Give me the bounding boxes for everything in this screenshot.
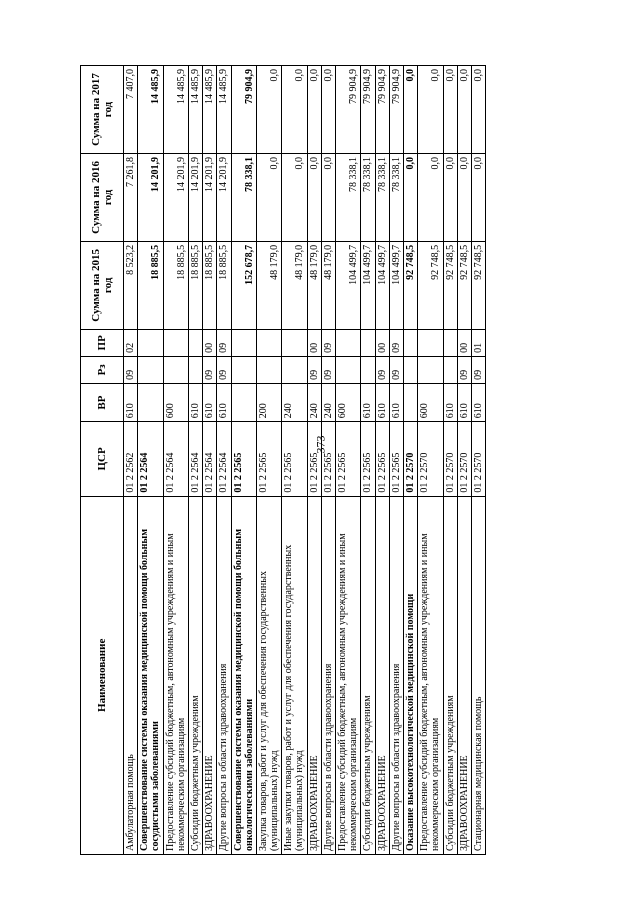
- cell-sum-2015: 18 885,5: [203, 241, 217, 329]
- header-sum-2017: Сумма на 2017 год: [81, 66, 124, 154]
- cell-pr: [188, 329, 202, 356]
- cell-vr: 610: [203, 383, 217, 421]
- table-row: [336, 66, 361, 855]
- cell-pr: 00: [375, 329, 389, 356]
- cell-name: ЗДРАВООХРАНЕНИЕ: [307, 496, 321, 854]
- cell-name: Оказание высокотехнологической медицинской помощи: [403, 496, 417, 854]
- cell-sum-2016: 78 338,1: [375, 153, 389, 241]
- cell-sum-2015: 92 748,5: [418, 241, 443, 329]
- cell-sum-2015: 8 523,2: [124, 241, 138, 329]
- table-row: [418, 66, 443, 855]
- cell-rz: 09: [389, 356, 403, 383]
- cell-pr: [282, 329, 307, 356]
- cell-sum-2017: 0,0: [418, 66, 443, 154]
- header-sum-2015: Сумма на 2015 год: [81, 241, 124, 329]
- cell-pr: 00: [203, 329, 217, 356]
- cell-vr: 610: [471, 383, 485, 421]
- cell-sum-2016: 7 261,8: [124, 153, 138, 241]
- cell-sum-2016: 78 338,1: [389, 153, 403, 241]
- cell-sum-2017: 0,0: [282, 66, 307, 154]
- cell-pr: [443, 329, 457, 356]
- cell-name: Совершенствование системы оказания медицинской помощи больным онкологическими заболеваниями: [231, 496, 256, 854]
- cell-sum-2016: 0,0: [256, 153, 281, 241]
- cell-name: Предоставление субсидий бюджетным, автономным учреждениям и иным некоммерческим организациям: [418, 496, 443, 854]
- cell-vr: [231, 383, 256, 421]
- cell-sum-2017: 79 904,9: [231, 66, 256, 154]
- cell-sum-2017: 0,0: [256, 66, 281, 154]
- cell-sum-2017: 79 904,9: [375, 66, 389, 154]
- header-sum-2016: Сумма на 2016 год: [81, 153, 124, 241]
- cell-sum-2016: 78 338,1: [361, 153, 375, 241]
- cell-sum-2017: 79 904,9: [361, 66, 375, 154]
- cell-csr: 01 2 2570: [418, 422, 443, 496]
- cell-sum-2015: 104 499,7: [336, 241, 361, 329]
- table-row: [256, 66, 281, 855]
- cell-sum-2016: 78 338,1: [336, 153, 361, 241]
- cell-rz: [138, 356, 163, 383]
- cell-pr: [403, 329, 417, 356]
- cell-vr: 240: [307, 383, 321, 421]
- table-row: [471, 66, 485, 855]
- cell-vr: 600: [418, 383, 443, 421]
- cell-csr: 01 2 2565: [389, 422, 403, 496]
- cell-sum-2015: 48 179,0: [282, 241, 307, 329]
- cell-vr: 610: [389, 383, 403, 421]
- cell-rz: 09: [457, 356, 471, 383]
- cell-name: Совершенствование системы оказания медицинской помощи больным сосудистыми заболеваниями: [138, 496, 163, 854]
- cell-csr: 01 2 2570: [457, 422, 471, 496]
- table-row: [457, 66, 471, 855]
- cell-sum-2015: 48 179,0: [321, 241, 335, 329]
- header-pr: ПР: [81, 329, 124, 356]
- cell-sum-2015: 18 885,5: [188, 241, 202, 329]
- cell-rz: [361, 356, 375, 383]
- cell-rz: 09: [375, 356, 389, 383]
- cell-sum-2015: 48 179,0: [307, 241, 321, 329]
- cell-csr: 01 2 2565: [282, 422, 307, 496]
- cell-rz: [336, 356, 361, 383]
- cell-vr: 240: [282, 383, 307, 421]
- cell-sum-2015: 152 678,7: [231, 241, 256, 329]
- table-row: [124, 66, 138, 855]
- cell-csr: 01 2 2565: [375, 422, 389, 496]
- cell-csr: 01 2 2564: [163, 422, 188, 496]
- cell-sum-2017: 0,0: [443, 66, 457, 154]
- cell-sum-2017: 0,0: [457, 66, 471, 154]
- header-name: Наименование: [81, 496, 124, 854]
- cell-rz: [256, 356, 281, 383]
- cell-rz: [231, 356, 256, 383]
- cell-name: Субсидии бюджетным учреждениям: [443, 496, 457, 854]
- table-row: [321, 66, 335, 855]
- cell-sum-2016: 78 338,1: [231, 153, 256, 241]
- budget-table: [80, 65, 486, 855]
- table-row: [231, 66, 256, 855]
- cell-vr: 610: [124, 383, 138, 421]
- cell-rz: [163, 356, 188, 383]
- cell-sum-2016: 0,0: [471, 153, 485, 241]
- table-row: [203, 66, 217, 855]
- cell-sum-2016: 0,0: [443, 153, 457, 241]
- cell-vr: 610: [443, 383, 457, 421]
- cell-pr: 00: [457, 329, 471, 356]
- cell-sum-2015: 104 499,7: [389, 241, 403, 329]
- cell-vr: 600: [336, 383, 361, 421]
- cell-rz: 09: [307, 356, 321, 383]
- cell-sum-2016: 14 201,9: [203, 153, 217, 241]
- cell-sum-2015: 92 748,5: [443, 241, 457, 329]
- cell-name: ЗДРАВООХРАНЕНИЕ: [457, 496, 471, 854]
- cell-pr: [361, 329, 375, 356]
- table-row: [188, 66, 202, 855]
- cell-csr: 01 2 2565: [256, 422, 281, 496]
- cell-name: Другие вопросы в области здравоохранения: [321, 496, 335, 854]
- cell-sum-2017: 14 485,9: [138, 66, 163, 154]
- cell-sum-2015: 18 885,5: [217, 241, 231, 329]
- table-row: [307, 66, 321, 855]
- cell-vr: 610: [375, 383, 389, 421]
- cell-csr: 01 2 2564: [188, 422, 202, 496]
- table-row: [163, 66, 188, 855]
- cell-vr: 200: [256, 383, 281, 421]
- cell-csr: 01 2 2565: [321, 422, 335, 496]
- cell-sum-2016: 0,0: [418, 153, 443, 241]
- cell-sum-2015: 92 748,5: [471, 241, 485, 329]
- cell-csr: 01 2 2570: [443, 422, 457, 496]
- cell-sum-2016: 0,0: [307, 153, 321, 241]
- cell-vr: [403, 383, 417, 421]
- cell-name: Другие вопросы в области здравоохранения: [217, 496, 231, 854]
- table-row: [375, 66, 389, 855]
- cell-csr: 01 2 2562: [124, 422, 138, 496]
- table-row: [217, 66, 231, 855]
- cell-csr: 01 2 2565: [336, 422, 361, 496]
- cell-rz: [282, 356, 307, 383]
- cell-sum-2017: 0,0: [403, 66, 417, 154]
- cell-csr: 01 2 2570: [471, 422, 485, 496]
- cell-pr: 09: [389, 329, 403, 356]
- cell-rz: [443, 356, 457, 383]
- cell-sum-2017: 79 904,9: [336, 66, 361, 154]
- header-vr: ВР: [81, 383, 124, 421]
- cell-sum-2016: 0,0: [321, 153, 335, 241]
- cell-vr: 610: [217, 383, 231, 421]
- cell-sum-2017: 14 485,9: [163, 66, 188, 154]
- cell-rz: [418, 356, 443, 383]
- cell-sum-2017: 0,0: [307, 66, 321, 154]
- cell-sum-2017: 7 407,0: [124, 66, 138, 154]
- cell-sum-2015: 18 885,5: [138, 241, 163, 329]
- table-row: [282, 66, 307, 855]
- cell-csr: 01 2 2565: [231, 422, 256, 496]
- cell-rz: 09: [321, 356, 335, 383]
- cell-name: Закупка товаров, работ и услуг для обеспечения государственных (муниципальных) нужд: [256, 496, 281, 854]
- cell-sum-2016: 0,0: [403, 153, 417, 241]
- cell-sum-2016: 14 201,9: [138, 153, 163, 241]
- cell-pr: 01: [471, 329, 485, 356]
- cell-name: Субсидии бюджетным учреждениям: [361, 496, 375, 854]
- table-row: [389, 66, 403, 855]
- cell-vr: 600: [163, 383, 188, 421]
- cell-name: ЗДРАВООХРАНЕНИЕ: [375, 496, 389, 854]
- cell-rz: 09: [124, 356, 138, 383]
- cell-csr: 01 2 2564: [203, 422, 217, 496]
- cell-csr: 01 2 2570: [403, 422, 417, 496]
- cell-sum-2016: 0,0: [282, 153, 307, 241]
- cell-vr: 610: [188, 383, 202, 421]
- cell-sum-2016: 14 201,9: [163, 153, 188, 241]
- cell-sum-2017: 14 485,9: [217, 66, 231, 154]
- cell-pr: [163, 329, 188, 356]
- cell-sum-2015: 48 179,0: [256, 241, 281, 329]
- cell-rz: 09: [203, 356, 217, 383]
- table-row: [138, 66, 163, 855]
- cell-pr: [336, 329, 361, 356]
- page-number: 373: [313, 435, 328, 454]
- table-row: [403, 66, 417, 855]
- table-body: [124, 66, 486, 855]
- cell-csr: 01 2 2565: [307, 422, 321, 496]
- header-rz: Рз: [81, 356, 124, 383]
- cell-rz: 09: [217, 356, 231, 383]
- cell-name: Стационарная медицинская помощь: [471, 496, 485, 854]
- table-header-row: [81, 66, 124, 855]
- cell-vr: 610: [457, 383, 471, 421]
- cell-name: Предоставление субсидий бюджетным, автономным учреждениям и иным некоммерческим организациям: [163, 496, 188, 854]
- cell-rz: [403, 356, 417, 383]
- cell-name: Другие вопросы в области здравоохранения: [389, 496, 403, 854]
- cell-name: Субсидии бюджетным учреждениям: [188, 496, 202, 854]
- cell-rz: 09: [471, 356, 485, 383]
- cell-pr: [231, 329, 256, 356]
- cell-name: Предоставление субсидий бюджетным, автономным учреждениям и иным некоммерческим организациям: [336, 496, 361, 854]
- cell-sum-2016: 14 201,9: [188, 153, 202, 241]
- cell-pr: 09: [321, 329, 335, 356]
- cell-sum-2015: 104 499,7: [361, 241, 375, 329]
- cell-sum-2015: 104 499,7: [375, 241, 389, 329]
- cell-pr: [138, 329, 163, 356]
- cell-vr: [138, 383, 163, 421]
- cell-pr: [256, 329, 281, 356]
- table-row: [361, 66, 375, 855]
- cell-sum-2017: 14 485,9: [188, 66, 202, 154]
- cell-sum-2016: 14 201,9: [217, 153, 231, 241]
- cell-pr: 02: [124, 329, 138, 356]
- cell-sum-2015: 92 748,5: [403, 241, 417, 329]
- cell-vr: 240: [321, 383, 335, 421]
- cell-sum-2015: 92 748,5: [457, 241, 471, 329]
- cell-csr: 01 2 2564: [138, 422, 163, 496]
- cell-vr: 610: [361, 383, 375, 421]
- cell-csr: 01 2 2565: [361, 422, 375, 496]
- cell-sum-2016: 0,0: [457, 153, 471, 241]
- cell-name: ЗДРАВООХРАНЕНИЕ: [203, 496, 217, 854]
- header-csr: ЦСР: [81, 422, 124, 496]
- cell-rz: [188, 356, 202, 383]
- cell-name: Иные закупки товаров, работ и услуг для обеспечения государственных (муниципальных) нужд: [282, 496, 307, 854]
- cell-sum-2017: 79 904,9: [389, 66, 403, 154]
- cell-sum-2015: 18 885,5: [163, 241, 188, 329]
- cell-pr: 09: [217, 329, 231, 356]
- cell-pr: 00: [307, 329, 321, 356]
- rotated-table-container: [80, 65, 520, 855]
- cell-name: Амбулаторная помощь: [124, 496, 138, 854]
- cell-sum-2017: 0,0: [471, 66, 485, 154]
- table-row: [443, 66, 457, 855]
- cell-sum-2017: 14 485,9: [203, 66, 217, 154]
- cell-csr: 01 2 2564: [217, 422, 231, 496]
- cell-pr: [418, 329, 443, 356]
- cell-sum-2017: 0,0: [321, 66, 335, 154]
